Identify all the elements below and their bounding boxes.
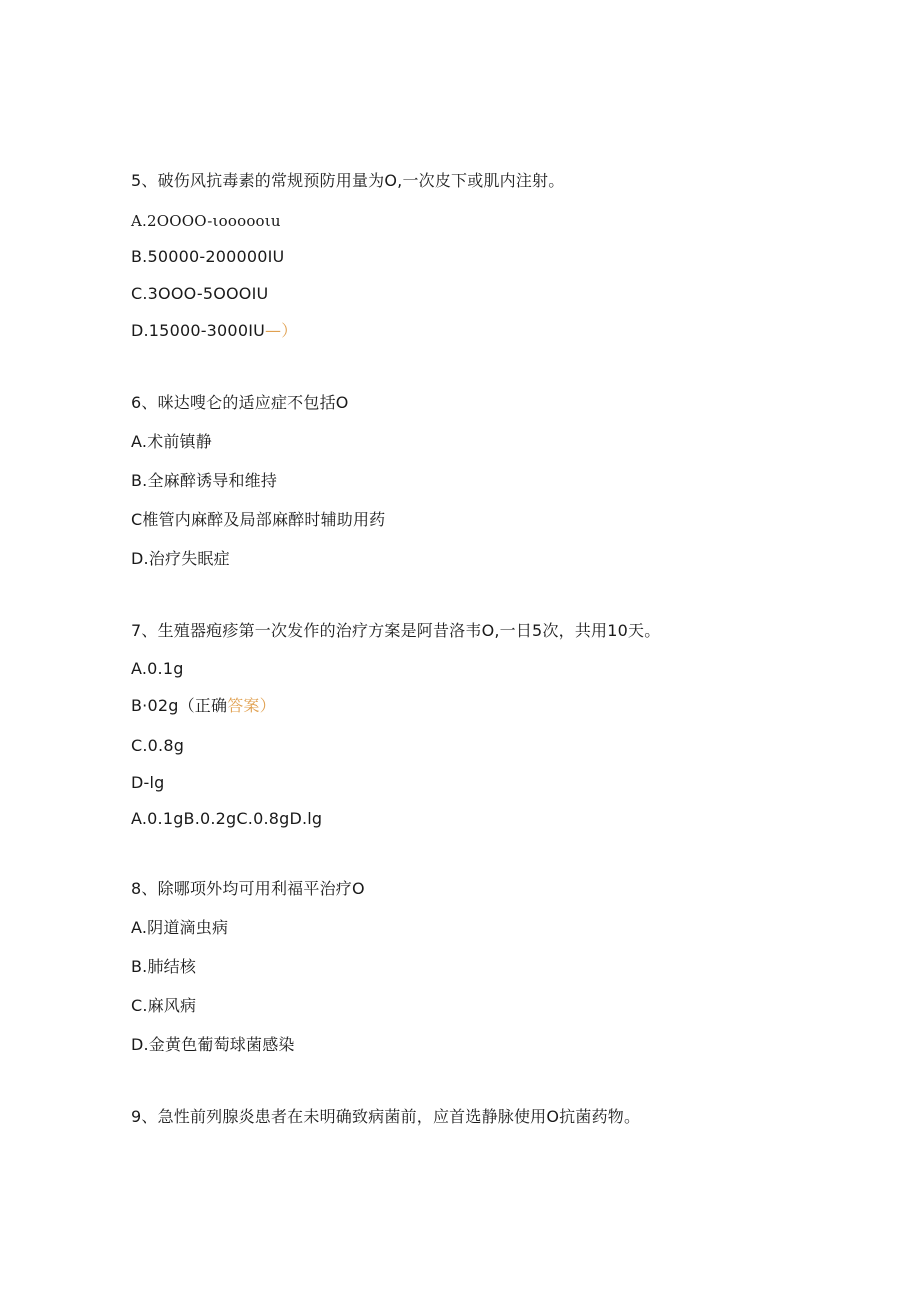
question-7-options-summary: A.0.1gB.0.2gC.0.8gD.lg bbox=[131, 809, 323, 828]
question-6-option-d: D.治疗失眠症 bbox=[131, 549, 230, 568]
question-5-option-d bbox=[131, 320, 297, 342]
question-6-prompt: 6、咪达嗖仑的适应症不包括O bbox=[131, 393, 349, 412]
question-8-option-d: D.金黄色葡萄球菌感染 bbox=[131, 1035, 295, 1054]
question-6-option-b: B.全麻醉诱导和维持 bbox=[131, 471, 278, 490]
question-7-option-a: A.0.1g bbox=[131, 659, 184, 678]
question-5-option-b: B.50000-200000IU bbox=[131, 247, 285, 266]
question-6-option-c: C椎管内麻醉及局部麻醉时辅助用药 bbox=[131, 510, 386, 529]
question-8-option-c: C.麻风病 bbox=[131, 996, 197, 1015]
question-6-option-a: A.术前镇静 bbox=[131, 432, 212, 451]
question-8-option-a: A.阴道滴虫病 bbox=[131, 918, 229, 937]
question-5-prompt: 5、破伤风抗毒素的常规预防用量为O,一次皮下或肌内注射。 bbox=[131, 171, 565, 190]
question-7-option-b-mark: 答案） bbox=[227, 696, 276, 715]
question-5-option-c: C.3OOO-5OOOIU bbox=[131, 284, 269, 303]
question-8-prompt: 8、除哪项外均可用利福平治疗O bbox=[131, 879, 365, 898]
question-7-prompt: 7、生殖器疱疹第一次发作的治疗方案是阿昔洛韦O,一日5次，共用10天。 bbox=[131, 621, 661, 640]
question-5-option-d-text: D.15000-3000IU bbox=[131, 321, 266, 340]
question-7-option-b-text: B·02g（正确 bbox=[131, 696, 228, 715]
question-8-option-b: B.肺结核 bbox=[131, 957, 197, 976]
question-5-option-a: A.2OOOO-ιooooοιu bbox=[131, 212, 281, 230]
question-9-prompt: 9、急性前列腺炎患者在未明确致病菌前，应首选静脉使用O抗菌药物。 bbox=[131, 1107, 641, 1126]
question-7-option-c: C.0.8g bbox=[131, 736, 185, 755]
question-5-option-d-mark: —） bbox=[265, 321, 298, 340]
question-7-option-d: D-lg bbox=[131, 773, 165, 792]
question-7-option-b bbox=[131, 695, 276, 717]
